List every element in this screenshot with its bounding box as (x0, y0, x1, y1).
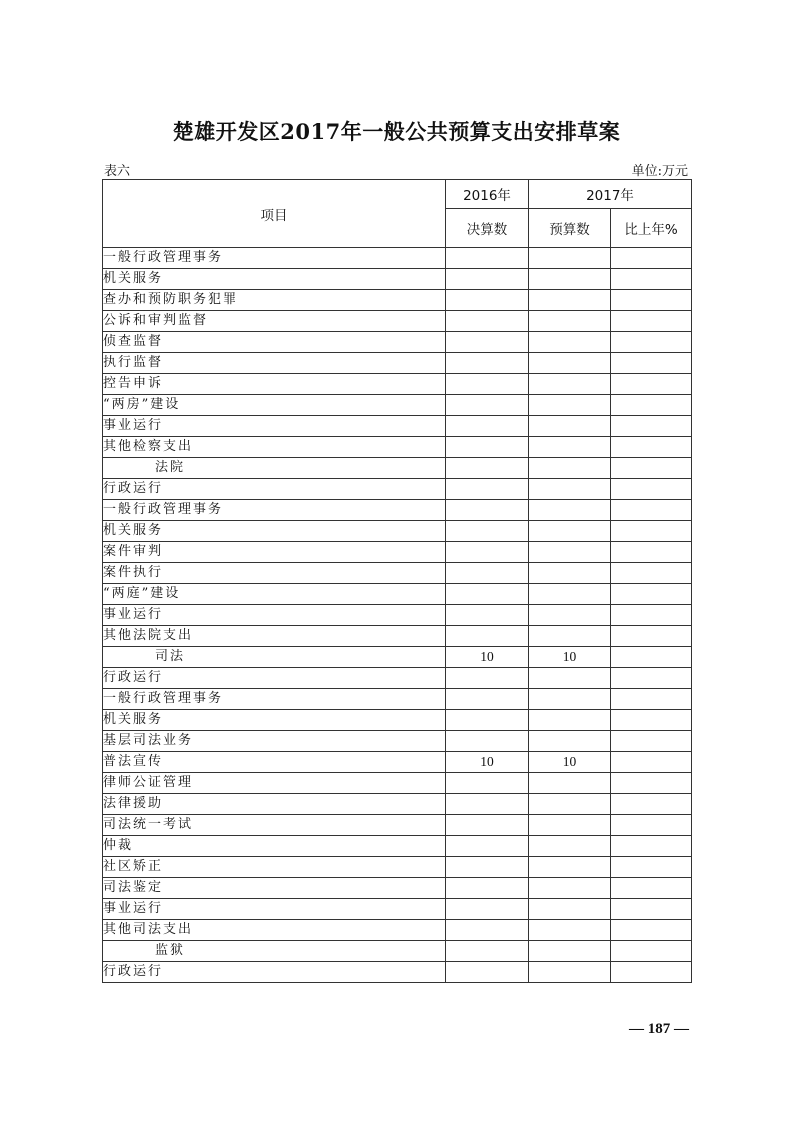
row-2016-final-cell (446, 353, 529, 374)
row-2016-final-cell (446, 584, 529, 605)
row-item-cell: 行政运行 (103, 962, 446, 983)
row-ratio-cell (611, 899, 692, 920)
row-2016-final-cell (446, 395, 529, 416)
table-row (103, 605, 692, 626)
row-2017-budget-cell (529, 479, 611, 500)
row-item-cell: 法院 (103, 458, 446, 479)
row-2017-budget-cell (529, 920, 611, 941)
table-row (103, 332, 692, 353)
row-2017-budget-cell: 10 (529, 647, 611, 668)
row-item-cell: 执行监督 (103, 353, 446, 374)
row-2017-budget-cell (529, 269, 611, 290)
row-2017-budget-cell (529, 311, 611, 332)
table-row (103, 395, 692, 416)
row-2017-budget-cell (529, 626, 611, 647)
row-2017-budget-cell (529, 731, 611, 752)
row-2016-final-cell (446, 794, 529, 815)
row-2017-budget-cell (529, 584, 611, 605)
row-2017-budget-cell (529, 290, 611, 311)
header-item: 项目 (103, 180, 446, 248)
table-row (103, 437, 692, 458)
header-ratio: 比上年% (611, 209, 692, 248)
row-2017-budget-cell (529, 689, 611, 710)
row-2016-final-cell (446, 248, 529, 269)
row-item-cell: 查办和预防职务犯罪 (103, 290, 446, 311)
row-2016-final-cell (446, 311, 529, 332)
row-ratio-cell (611, 689, 692, 710)
row-2017-budget-cell (529, 773, 611, 794)
table-row (103, 500, 692, 521)
row-item-cell: 一般行政管理事务 (103, 689, 446, 710)
row-2016-final-cell (446, 626, 529, 647)
row-item-cell: 社区矫正 (103, 857, 446, 878)
row-2017-budget-cell (529, 941, 611, 962)
row-2017-budget-cell (529, 521, 611, 542)
table-row (103, 458, 692, 479)
row-2016-final-cell (446, 773, 529, 794)
page-number: — 187 — (629, 1021, 689, 1037)
table-row (103, 752, 692, 773)
table-row (103, 626, 692, 647)
row-item-cell: 案件审判 (103, 542, 446, 563)
row-ratio-cell (611, 416, 692, 437)
table-row (103, 710, 692, 731)
row-2017-budget-cell (529, 962, 611, 983)
table-row (103, 416, 692, 437)
table-row (103, 878, 692, 899)
row-item-cell: 司法鉴定 (103, 878, 446, 899)
row-2016-final-cell (446, 962, 529, 983)
table-row (103, 542, 692, 563)
table-row (103, 269, 692, 290)
row-2017-budget-cell (529, 542, 611, 563)
row-item-cell: 机关服务 (103, 521, 446, 542)
row-ratio-cell (611, 857, 692, 878)
table-row (103, 920, 692, 941)
row-item-cell: 公诉和审判监督 (103, 311, 446, 332)
row-item-cell: 侦查监督 (103, 332, 446, 353)
table-row (103, 584, 692, 605)
row-ratio-cell (611, 941, 692, 962)
table-row (103, 836, 692, 857)
table-row (103, 248, 692, 269)
row-ratio-cell (611, 542, 692, 563)
row-2016-final-cell (446, 479, 529, 500)
row-item-cell: 事业运行 (103, 899, 446, 920)
row-item-cell: 一般行政管理事务 (103, 248, 446, 269)
table-row (103, 857, 692, 878)
row-2016-final-cell (446, 836, 529, 857)
table-row (103, 374, 692, 395)
budget-table (102, 179, 692, 983)
row-item-cell: 司法统一考试 (103, 815, 446, 836)
row-item-cell: 其他法院支出 (103, 626, 446, 647)
row-ratio-cell (611, 878, 692, 899)
table-row (103, 353, 692, 374)
row-2017-budget-cell (529, 836, 611, 857)
row-2016-final-cell: 10 (446, 647, 529, 668)
row-ratio-cell (611, 794, 692, 815)
row-2016-final-cell (446, 857, 529, 878)
row-2016-final-cell (446, 920, 529, 941)
row-ratio-cell (611, 395, 692, 416)
row-item-cell: 事业运行 (103, 416, 446, 437)
row-ratio-cell (611, 668, 692, 689)
row-ratio-cell (611, 815, 692, 836)
header-final-accounts: 决算数 (446, 209, 529, 248)
table-header (103, 180, 692, 248)
row-2016-final-cell (446, 710, 529, 731)
row-2017-budget-cell (529, 458, 611, 479)
row-item-cell: 监狱 (103, 941, 446, 962)
row-2016-final-cell: 10 (446, 752, 529, 773)
row-item-cell: 一般行政管理事务 (103, 500, 446, 521)
row-item-cell: 案件执行 (103, 563, 446, 584)
row-ratio-cell (611, 752, 692, 773)
row-2016-final-cell (446, 500, 529, 521)
table-row (103, 689, 692, 710)
table-row (103, 479, 692, 500)
row-ratio-cell (611, 773, 692, 794)
row-2017-budget-cell (529, 500, 611, 521)
header-budget: 预算数 (529, 209, 611, 248)
row-ratio-cell (611, 836, 692, 857)
row-item-cell: 律师公证管理 (103, 773, 446, 794)
row-2016-final-cell (446, 731, 529, 752)
page-title: 楚雄开发区2017年一般公共预算支出安排草案 (172, 119, 621, 144)
table-row (103, 521, 692, 542)
row-2017-budget-cell (529, 899, 611, 920)
table-row (103, 563, 692, 584)
row-ratio-cell (611, 647, 692, 668)
row-2017-budget-cell (529, 395, 611, 416)
row-2016-final-cell (446, 374, 529, 395)
row-2016-final-cell (446, 689, 529, 710)
table-row (103, 647, 692, 668)
row-ratio-cell (611, 920, 692, 941)
row-2016-final-cell (446, 290, 529, 311)
row-2016-final-cell (446, 521, 529, 542)
row-2017-budget-cell (529, 353, 611, 374)
table-body (103, 248, 692, 983)
row-item-cell: 行政运行 (103, 479, 446, 500)
row-2017-budget-cell (529, 710, 611, 731)
row-ratio-cell (611, 479, 692, 500)
row-2017-budget-cell (529, 857, 611, 878)
row-ratio-cell (611, 584, 692, 605)
row-ratio-cell (611, 710, 692, 731)
table-row (103, 962, 692, 983)
row-2016-final-cell (446, 563, 529, 584)
table-row (103, 815, 692, 836)
table-row (103, 290, 692, 311)
row-ratio-cell (611, 605, 692, 626)
row-2017-budget-cell (529, 878, 611, 899)
row-2016-final-cell (446, 437, 529, 458)
header-year-2017: 2017年 (529, 180, 692, 209)
row-2017-budget-cell (529, 437, 611, 458)
row-ratio-cell (611, 458, 692, 479)
row-2017-budget-cell (529, 815, 611, 836)
row-ratio-cell (611, 248, 692, 269)
row-2017-budget-cell (529, 605, 611, 626)
table-row (103, 899, 692, 920)
row-item-cell: 其他检察支出 (103, 437, 446, 458)
row-ratio-cell (611, 626, 692, 647)
table-row (103, 311, 692, 332)
row-item-cell: 机关服务 (103, 269, 446, 290)
row-item-cell: 控告申诉 (103, 374, 446, 395)
row-ratio-cell (611, 731, 692, 752)
header-year-2016: 2016年 (446, 180, 529, 209)
table-label: 表六 (104, 164, 131, 179)
row-2017-budget-cell (529, 248, 611, 269)
row-2016-final-cell (446, 815, 529, 836)
row-2017-budget-cell (529, 794, 611, 815)
row-2016-final-cell (446, 416, 529, 437)
row-ratio-cell (611, 437, 692, 458)
row-ratio-cell (611, 500, 692, 521)
row-item-cell: 司法 (103, 647, 446, 668)
row-item-cell: 事业运行 (103, 605, 446, 626)
row-2017-budget-cell (529, 563, 611, 584)
row-2017-budget-cell (529, 416, 611, 437)
row-ratio-cell (611, 962, 692, 983)
row-item-cell: “两房”建设 (103, 395, 446, 416)
row-item-cell: 基层司法业务 (103, 731, 446, 752)
table-row (103, 941, 692, 962)
row-item-cell: 普法宣传 (103, 752, 446, 773)
row-2016-final-cell (446, 668, 529, 689)
row-item-cell: 其他司法支出 (103, 920, 446, 941)
row-2016-final-cell (446, 458, 529, 479)
row-ratio-cell (611, 563, 692, 584)
row-item-cell: 行政运行 (103, 668, 446, 689)
row-ratio-cell (611, 332, 692, 353)
row-item-cell: “两庭”建设 (103, 584, 446, 605)
row-2017-budget-cell (529, 374, 611, 395)
row-ratio-cell (611, 290, 692, 311)
row-2016-final-cell (446, 269, 529, 290)
row-2016-final-cell (446, 899, 529, 920)
table-row (103, 668, 692, 689)
row-2016-final-cell (446, 878, 529, 899)
row-ratio-cell (611, 353, 692, 374)
row-ratio-cell (611, 521, 692, 542)
row-ratio-cell (611, 374, 692, 395)
row-2017-budget-cell (529, 668, 611, 689)
row-ratio-cell (611, 311, 692, 332)
row-2016-final-cell (446, 605, 529, 626)
table-row (103, 794, 692, 815)
table-row (103, 731, 692, 752)
row-2016-final-cell (446, 941, 529, 962)
row-2016-final-cell (446, 332, 529, 353)
row-item-cell: 机关服务 (103, 710, 446, 731)
row-item-cell: 仲裁 (103, 836, 446, 857)
row-2016-final-cell (446, 542, 529, 563)
row-item-cell: 法律援助 (103, 794, 446, 815)
table-row (103, 773, 692, 794)
row-ratio-cell (611, 269, 692, 290)
row-2017-budget-cell (529, 332, 611, 353)
row-2017-budget-cell: 10 (529, 752, 611, 773)
unit-label: 单位:万元 (631, 164, 688, 179)
